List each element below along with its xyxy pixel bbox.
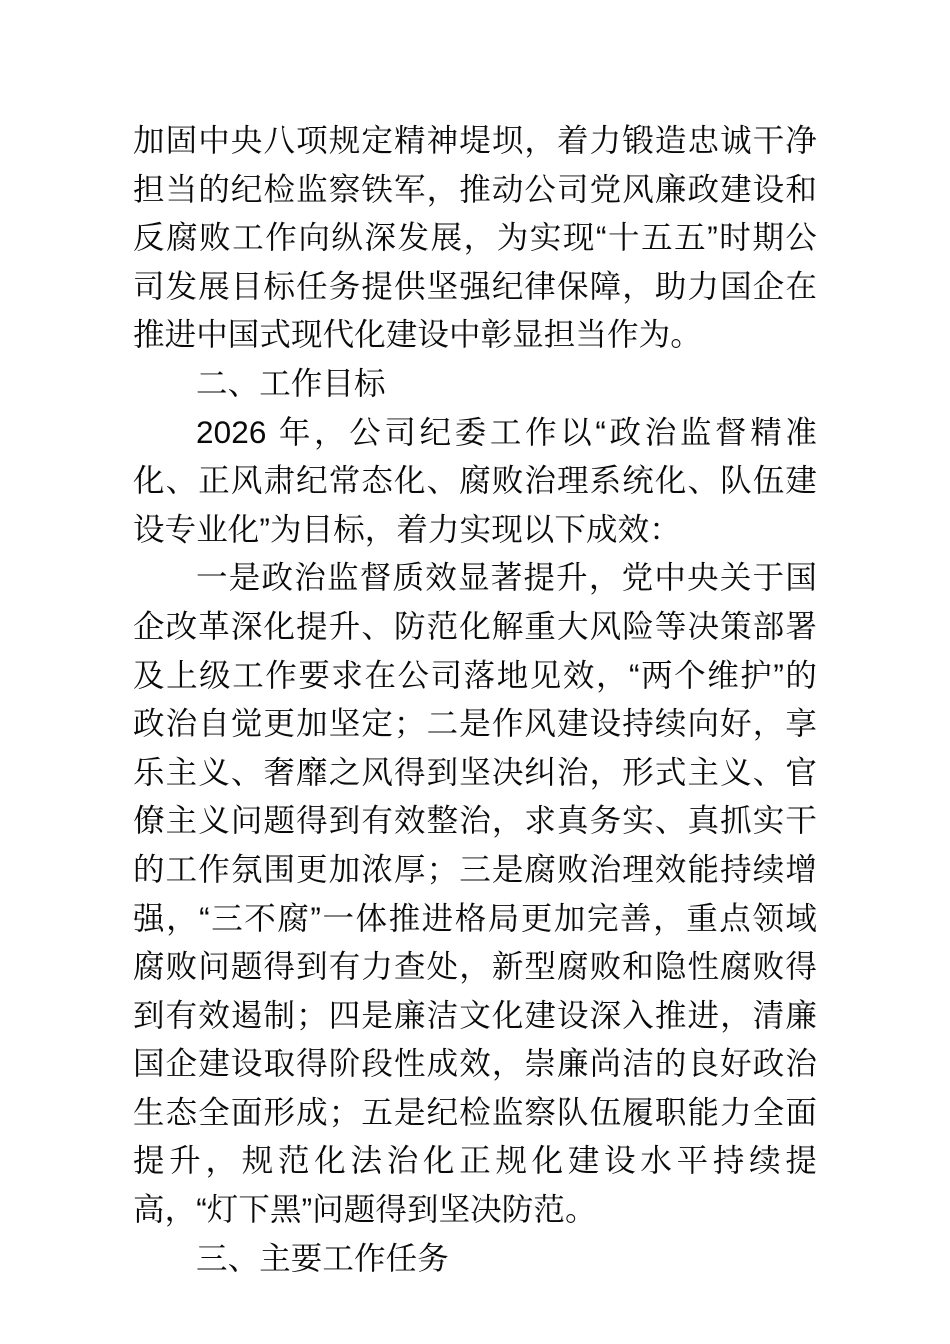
paragraph-2026-objectives: 2026 年，公司纪委工作以“政治监督精准化、正风肃纪常态化、腐败治理系统化、队伍建设专业化”为目标，着力实现以下成效： <box>133 413 817 547</box>
paragraph-continuation: 加固中央八项规定精神堤坝，着力锻造忠诚干净担当的纪检监察铁军，推动公司党风廉政建设和反腐败工作向纵深发展，为实现“十五五”时期公司发展目标任务提供坚强纪律保障，助力国企在推进中国式现代化建设中彰显担当作为。 <box>133 122 817 353</box>
paragraph-five-expected-outcomes: 一是政治监督质效显著提升，党中央关于国企改革深化提升、防范化解重大风险等决策部署及上级工作要求在公司落地见效，“两个维护”的政治自觉更加坚定；二是作风建设持续向好，享乐主义、奢靡之风得到坚决纠治，形式主义、官僚主义问题得到有效整治，求真务实、真抓实干的工作氛围更加浓厚；三是腐败治理效能持续增强，“三不腐”一体推进格局更加完善，重点领域腐败问题得到有力查处，新型腐败和隐性腐败得到有效遏制；四是廉洁文化建设深入推进，清廉国企建设取得阶段性成效，崇廉尚洁的良好政治生态全面形成；五是纪检监察队伍履职能力全面提升，规范化法治化正规化建设水平持续提高，“灯下黑”问题得到坚决防范。 <box>133 559 817 1228</box>
document-text-column <box>133 116 817 1282</box>
heading-section-three-main-work-tasks: 三、主要工作任务 <box>196 1239 449 1276</box>
heading-section-two-work-objectives: 二、工作目标 <box>196 364 386 401</box>
